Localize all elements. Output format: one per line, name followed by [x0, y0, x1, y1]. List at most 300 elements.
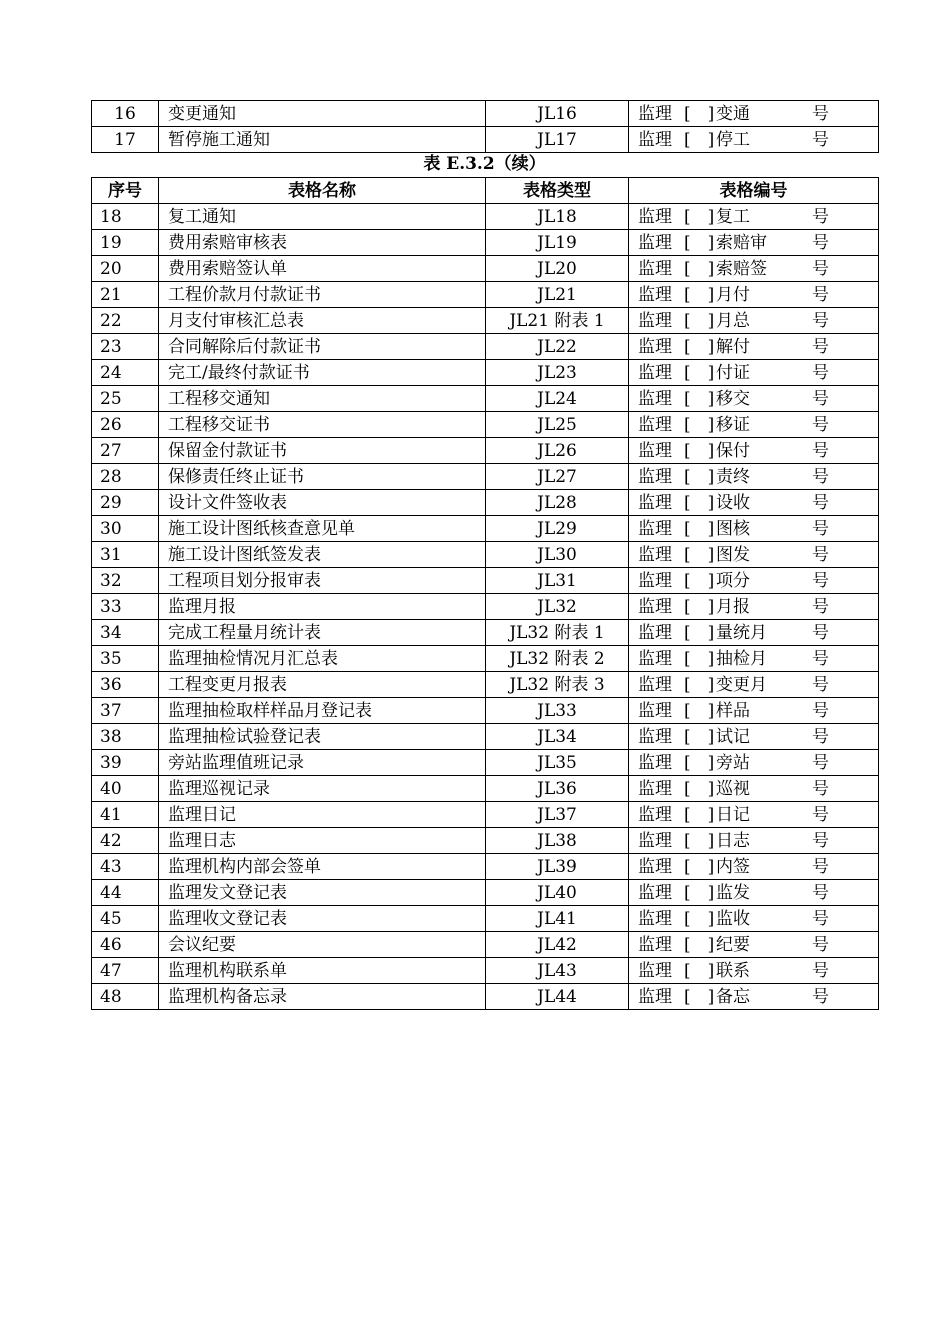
form-code: [629, 230, 879, 256]
code-bracket: [ ]: [684, 726, 715, 747]
form-code: [629, 672, 879, 698]
table-row: [92, 101, 879, 127]
code-suffix: 号: [812, 440, 829, 461]
code-prefix: 监理: [638, 414, 672, 435]
code-abbr: 旁站: [716, 752, 750, 773]
code-prefix: 监理: [638, 310, 672, 331]
table-row: [92, 594, 879, 620]
form-code: [629, 127, 879, 153]
code-prefix: 监理: [638, 622, 672, 643]
table-row: [92, 308, 879, 334]
code-abbr: 日志: [716, 830, 750, 851]
code-suffix: 号: [812, 129, 829, 150]
row-number: 27: [92, 438, 159, 464]
form-code: [629, 828, 879, 854]
form-type: JL32 附表 3: [486, 672, 629, 698]
code-prefix: 监理: [638, 232, 672, 253]
table-row: [92, 828, 879, 854]
form-name: 监理日志: [159, 828, 486, 854]
form-type: JL40: [486, 880, 629, 906]
code-prefix: 监理: [638, 648, 672, 669]
form-name: 旁站监理值班记录: [159, 750, 486, 776]
table-row: [92, 490, 879, 516]
row-number: 40: [92, 776, 159, 802]
code-suffix: 号: [812, 804, 829, 825]
form-name: 施工设计图纸核查意见单: [159, 516, 486, 542]
code-prefix: 监理: [638, 362, 672, 383]
row-number: 29: [92, 490, 159, 516]
code-bracket: [ ]: [684, 336, 715, 357]
code-bracket: [ ]: [684, 986, 715, 1007]
row-number: 24: [92, 360, 159, 386]
code-bracket: [ ]: [684, 129, 715, 150]
form-type: JL20: [486, 256, 629, 282]
table-row: [92, 127, 879, 153]
code-suffix: 号: [812, 232, 829, 253]
row-number: 18: [92, 204, 159, 230]
code-bracket: [ ]: [684, 362, 715, 383]
code-bracket: [ ]: [684, 232, 715, 253]
form-code: [629, 490, 879, 516]
row-number: 23: [92, 334, 159, 360]
row-number: 47: [92, 958, 159, 984]
form-name: 暂停施工通知: [159, 127, 486, 153]
table-row: [92, 854, 879, 880]
code-prefix: 监理: [638, 492, 672, 513]
form-type: JL32 附表 2: [486, 646, 629, 672]
code-prefix: 监理: [638, 856, 672, 877]
code-prefix: 监理: [638, 726, 672, 747]
code-prefix: 监理: [638, 544, 672, 565]
form-name: 设计文件签收表: [159, 490, 486, 516]
form-code: [629, 542, 879, 568]
table-row: [92, 802, 879, 828]
table-row: [92, 542, 879, 568]
row-number: 39: [92, 750, 159, 776]
code-bracket: [ ]: [684, 882, 715, 903]
form-name: 复工通知: [159, 204, 486, 230]
code-abbr: 解付: [716, 336, 750, 357]
form-name: 施工设计图纸签发表: [159, 542, 486, 568]
code-prefix: 监理: [638, 258, 672, 279]
form-code: [629, 308, 879, 334]
code-prefix: 监理: [638, 596, 672, 617]
form-code: [629, 438, 879, 464]
code-bracket: [ ]: [684, 804, 715, 825]
code-bracket: [ ]: [684, 258, 715, 279]
header-row: [92, 178, 879, 204]
form-type: JL37: [486, 802, 629, 828]
code-suffix: 号: [812, 986, 829, 1007]
code-prefix: 监理: [638, 674, 672, 695]
code-abbr: 图发: [716, 544, 750, 565]
form-code: [629, 101, 879, 127]
table-caption: 表 E.3.2（续）: [423, 154, 546, 174]
code-prefix: 监理: [638, 466, 672, 487]
code-abbr: 内签: [716, 856, 750, 877]
row-number: 41: [92, 802, 159, 828]
code-suffix: 号: [812, 908, 829, 929]
form-code: [629, 516, 879, 542]
form-name: 变更通知: [159, 101, 486, 127]
row-number: 44: [92, 880, 159, 906]
code-suffix: 号: [812, 103, 829, 124]
code-bracket: [ ]: [684, 622, 715, 643]
table-row: [92, 438, 879, 464]
code-abbr: 纪要: [716, 934, 750, 955]
table-row: [92, 620, 879, 646]
code-abbr: 抽检月: [716, 648, 767, 669]
form-type: JL28: [486, 490, 629, 516]
code-prefix: 监理: [638, 388, 672, 409]
code-suffix: 号: [812, 622, 829, 643]
table-row: [92, 906, 879, 932]
form-code: [629, 464, 879, 490]
form-code: [629, 984, 879, 1010]
code-bracket: [ ]: [684, 440, 715, 461]
row-number: 31: [92, 542, 159, 568]
form-type: JL29: [486, 516, 629, 542]
code-abbr: 监收: [716, 908, 750, 929]
code-suffix: 号: [812, 674, 829, 695]
code-prefix: 监理: [638, 206, 672, 227]
table-row: [92, 880, 879, 906]
code-bracket: [ ]: [684, 103, 715, 124]
form-code: [629, 854, 879, 880]
code-abbr: 备忘: [716, 986, 750, 1007]
row-number: 30: [92, 516, 159, 542]
form-code: [629, 958, 879, 984]
code-prefix: 监理: [638, 129, 672, 150]
form-name: 监理抽检试验登记表: [159, 724, 486, 750]
top-table-body: [92, 101, 879, 153]
table-row: [92, 984, 879, 1010]
table-row: [92, 672, 879, 698]
row-number: 26: [92, 412, 159, 438]
table-row: [92, 464, 879, 490]
code-suffix: 号: [812, 726, 829, 747]
code-bracket: [ ]: [684, 310, 715, 331]
form-type: JL21: [486, 282, 629, 308]
code-abbr: 责终: [716, 466, 750, 487]
code-bracket: [ ]: [684, 700, 715, 721]
form-type: JL32 附表 1: [486, 620, 629, 646]
code-abbr: 图核: [716, 518, 750, 539]
row-number: 46: [92, 932, 159, 958]
code-abbr: 月付: [716, 284, 750, 305]
code-suffix: 号: [812, 336, 829, 357]
code-suffix: 号: [812, 492, 829, 513]
code-prefix: 监理: [638, 960, 672, 981]
code-suffix: 号: [812, 414, 829, 435]
code-abbr: 索赔签: [716, 258, 767, 279]
code-prefix: 监理: [638, 103, 672, 124]
code-bracket: [ ]: [684, 908, 715, 929]
code-suffix: 号: [812, 856, 829, 877]
table-row: [92, 204, 879, 230]
form-type: JL31: [486, 568, 629, 594]
code-bracket: [ ]: [684, 544, 715, 565]
code-abbr: 索赔审: [716, 232, 767, 253]
code-abbr: 巡视: [716, 778, 750, 799]
table-row: [92, 698, 879, 724]
code-bracket: [ ]: [684, 856, 715, 877]
code-abbr: 试记: [716, 726, 750, 747]
form-type: JL18: [486, 204, 629, 230]
form-code: [629, 620, 879, 646]
code-bracket: [ ]: [684, 596, 715, 617]
code-suffix: 号: [812, 362, 829, 383]
form-name: 监理日记: [159, 802, 486, 828]
code-suffix: 号: [812, 570, 829, 591]
code-bracket: [ ]: [684, 830, 715, 851]
form-name: 监理抽检取样样品月登记表: [159, 698, 486, 724]
form-name: 费用索赔审核表: [159, 230, 486, 256]
code-abbr: 移证: [716, 414, 750, 435]
form-type: JL43: [486, 958, 629, 984]
form-type: JL26: [486, 438, 629, 464]
row-number: 35: [92, 646, 159, 672]
form-type: JL44: [486, 984, 629, 1010]
code-abbr: 月总: [716, 310, 750, 331]
code-bracket: [ ]: [684, 934, 715, 955]
row-number: 16: [92, 101, 159, 127]
form-name: 工程移交通知: [159, 386, 486, 412]
form-code: [629, 360, 879, 386]
code-abbr: 设收: [716, 492, 750, 513]
form-name: 会议纪要: [159, 932, 486, 958]
table-row: [92, 386, 879, 412]
code-suffix: 号: [812, 830, 829, 851]
code-bracket: [ ]: [684, 648, 715, 669]
form-name: 监理抽检情况月汇总表: [159, 646, 486, 672]
code-suffix: 号: [812, 206, 829, 227]
code-prefix: 监理: [638, 518, 672, 539]
form-code: [629, 386, 879, 412]
row-number: 48: [92, 984, 159, 1010]
header-name: 表格名称: [159, 178, 486, 204]
code-suffix: 号: [812, 648, 829, 669]
form-name: 监理巡视记录: [159, 776, 486, 802]
table-row: [92, 516, 879, 542]
form-code: [629, 334, 879, 360]
code-bracket: [ ]: [684, 388, 715, 409]
code-bracket: [ ]: [684, 414, 715, 435]
code-prefix: 监理: [638, 986, 672, 1007]
code-suffix: 号: [812, 310, 829, 331]
code-abbr: 样品: [716, 700, 750, 721]
code-abbr: 保付: [716, 440, 750, 461]
form-code: [629, 906, 879, 932]
code-bracket: [ ]: [684, 284, 715, 305]
table-row: [92, 750, 879, 776]
code-bracket: [ ]: [684, 752, 715, 773]
code-prefix: 监理: [638, 830, 672, 851]
table-row: [92, 412, 879, 438]
row-number: 36: [92, 672, 159, 698]
form-type: JL24: [486, 386, 629, 412]
code-suffix: 号: [812, 700, 829, 721]
form-type: JL38: [486, 828, 629, 854]
form-type: JL19: [486, 230, 629, 256]
row-number: 21: [92, 282, 159, 308]
form-name: 工程移交证书: [159, 412, 486, 438]
form-code: [629, 724, 879, 750]
table-row: [92, 230, 879, 256]
code-abbr: 联系: [716, 960, 750, 981]
code-suffix: 号: [812, 518, 829, 539]
table-row: [92, 360, 879, 386]
form-code: [629, 646, 879, 672]
code-bracket: [ ]: [684, 492, 715, 513]
code-prefix: 监理: [638, 284, 672, 305]
form-type: JL30: [486, 542, 629, 568]
row-number: 25: [92, 386, 159, 412]
form-code: [629, 776, 879, 802]
row-number: 43: [92, 854, 159, 880]
code-suffix: 号: [812, 778, 829, 799]
form-name: 费用索赔签认单: [159, 256, 486, 282]
code-bracket: [ ]: [684, 206, 715, 227]
form-type: JL36: [486, 776, 629, 802]
form-code: [629, 932, 879, 958]
form-name: 监理机构内部会签单: [159, 854, 486, 880]
row-number: 19: [92, 230, 159, 256]
row-number: 38: [92, 724, 159, 750]
form-type: JL23: [486, 360, 629, 386]
form-type: JL16: [486, 101, 629, 127]
row-number: 37: [92, 698, 159, 724]
continued-form-table-top: [91, 100, 879, 153]
code-suffix: 号: [812, 466, 829, 487]
table-header: [92, 178, 879, 204]
form-name: 监理收文登记表: [159, 906, 486, 932]
code-prefix: 监理: [638, 336, 672, 357]
form-list-table: [91, 177, 879, 1010]
row-number: 17: [92, 127, 159, 153]
code-abbr: 量统月: [716, 622, 767, 643]
code-suffix: 号: [812, 544, 829, 565]
code-prefix: 监理: [638, 752, 672, 773]
form-type: JL27: [486, 464, 629, 490]
code-prefix: 监理: [638, 778, 672, 799]
code-suffix: 号: [812, 258, 829, 279]
table-row: [92, 932, 879, 958]
row-number: 32: [92, 568, 159, 594]
form-name: 工程变更月报表: [159, 672, 486, 698]
form-name: 工程项目划分报审表: [159, 568, 486, 594]
form-name: 监理发文登记表: [159, 880, 486, 906]
form-name: 工程价款月付款证书: [159, 282, 486, 308]
row-number: 28: [92, 464, 159, 490]
form-type: JL41: [486, 906, 629, 932]
form-name: 保留金付款证书: [159, 438, 486, 464]
row-number: 20: [92, 256, 159, 282]
table-row: [92, 724, 879, 750]
form-type: JL42: [486, 932, 629, 958]
code-prefix: 监理: [638, 440, 672, 461]
table-row: [92, 776, 879, 802]
form-code: [629, 698, 879, 724]
header-type: 表格类型: [486, 178, 629, 204]
code-abbr: 停工: [716, 129, 750, 150]
form-type: JL25: [486, 412, 629, 438]
form-code: [629, 750, 879, 776]
form-type: JL39: [486, 854, 629, 880]
table-row: [92, 282, 879, 308]
header-no: 序号: [92, 178, 159, 204]
code-prefix: 监理: [638, 882, 672, 903]
form-code: [629, 802, 879, 828]
code-abbr: 付证: [716, 362, 750, 383]
form-code: [629, 568, 879, 594]
form-name: 监理机构备忘录: [159, 984, 486, 1010]
table-row: [92, 958, 879, 984]
form-code: [629, 594, 879, 620]
code-bracket: [ ]: [684, 778, 715, 799]
code-abbr: 日记: [716, 804, 750, 825]
row-number: 42: [92, 828, 159, 854]
form-name: 合同解除后付款证书: [159, 334, 486, 360]
table-row: [92, 256, 879, 282]
code-bracket: [ ]: [684, 518, 715, 539]
code-suffix: 号: [812, 882, 829, 903]
code-abbr: 项分: [716, 570, 750, 591]
code-prefix: 监理: [638, 934, 672, 955]
form-name: 监理机构联系单: [159, 958, 486, 984]
row-number: 22: [92, 308, 159, 334]
code-suffix: 号: [812, 596, 829, 617]
code-abbr: 变通: [716, 103, 750, 124]
form-name: 保修责任终止证书: [159, 464, 486, 490]
code-abbr: 月报: [716, 596, 750, 617]
form-code: [629, 256, 879, 282]
code-prefix: 监理: [638, 908, 672, 929]
code-suffix: 号: [812, 388, 829, 409]
header-code: 表格编号: [629, 178, 879, 204]
form-type: JL21 附表 1: [486, 308, 629, 334]
table-body: [92, 204, 879, 1010]
form-code: [629, 880, 879, 906]
code-bracket: [ ]: [684, 674, 715, 695]
code-suffix: 号: [812, 752, 829, 773]
form-type: JL34: [486, 724, 629, 750]
form-name: 监理月报: [159, 594, 486, 620]
code-prefix: 监理: [638, 804, 672, 825]
form-code: [629, 204, 879, 230]
form-type: JL35: [486, 750, 629, 776]
form-code: [629, 412, 879, 438]
form-type: JL33: [486, 698, 629, 724]
table-row: [92, 334, 879, 360]
code-abbr: 变更月: [716, 674, 767, 695]
code-suffix: 号: [812, 960, 829, 981]
code-bracket: [ ]: [684, 466, 715, 487]
code-bracket: [ ]: [684, 960, 715, 981]
form-type: JL17: [486, 127, 629, 153]
form-name: 完成工程量月统计表: [159, 620, 486, 646]
code-prefix: 监理: [638, 700, 672, 721]
code-suffix: 号: [812, 284, 829, 305]
code-bracket: [ ]: [684, 570, 715, 591]
row-number: 34: [92, 620, 159, 646]
code-abbr: 复工: [716, 206, 750, 227]
form-name: 月支付审核汇总表: [159, 308, 486, 334]
table-row: [92, 568, 879, 594]
form-type: JL22: [486, 334, 629, 360]
form-code: [629, 282, 879, 308]
row-number: 45: [92, 906, 159, 932]
